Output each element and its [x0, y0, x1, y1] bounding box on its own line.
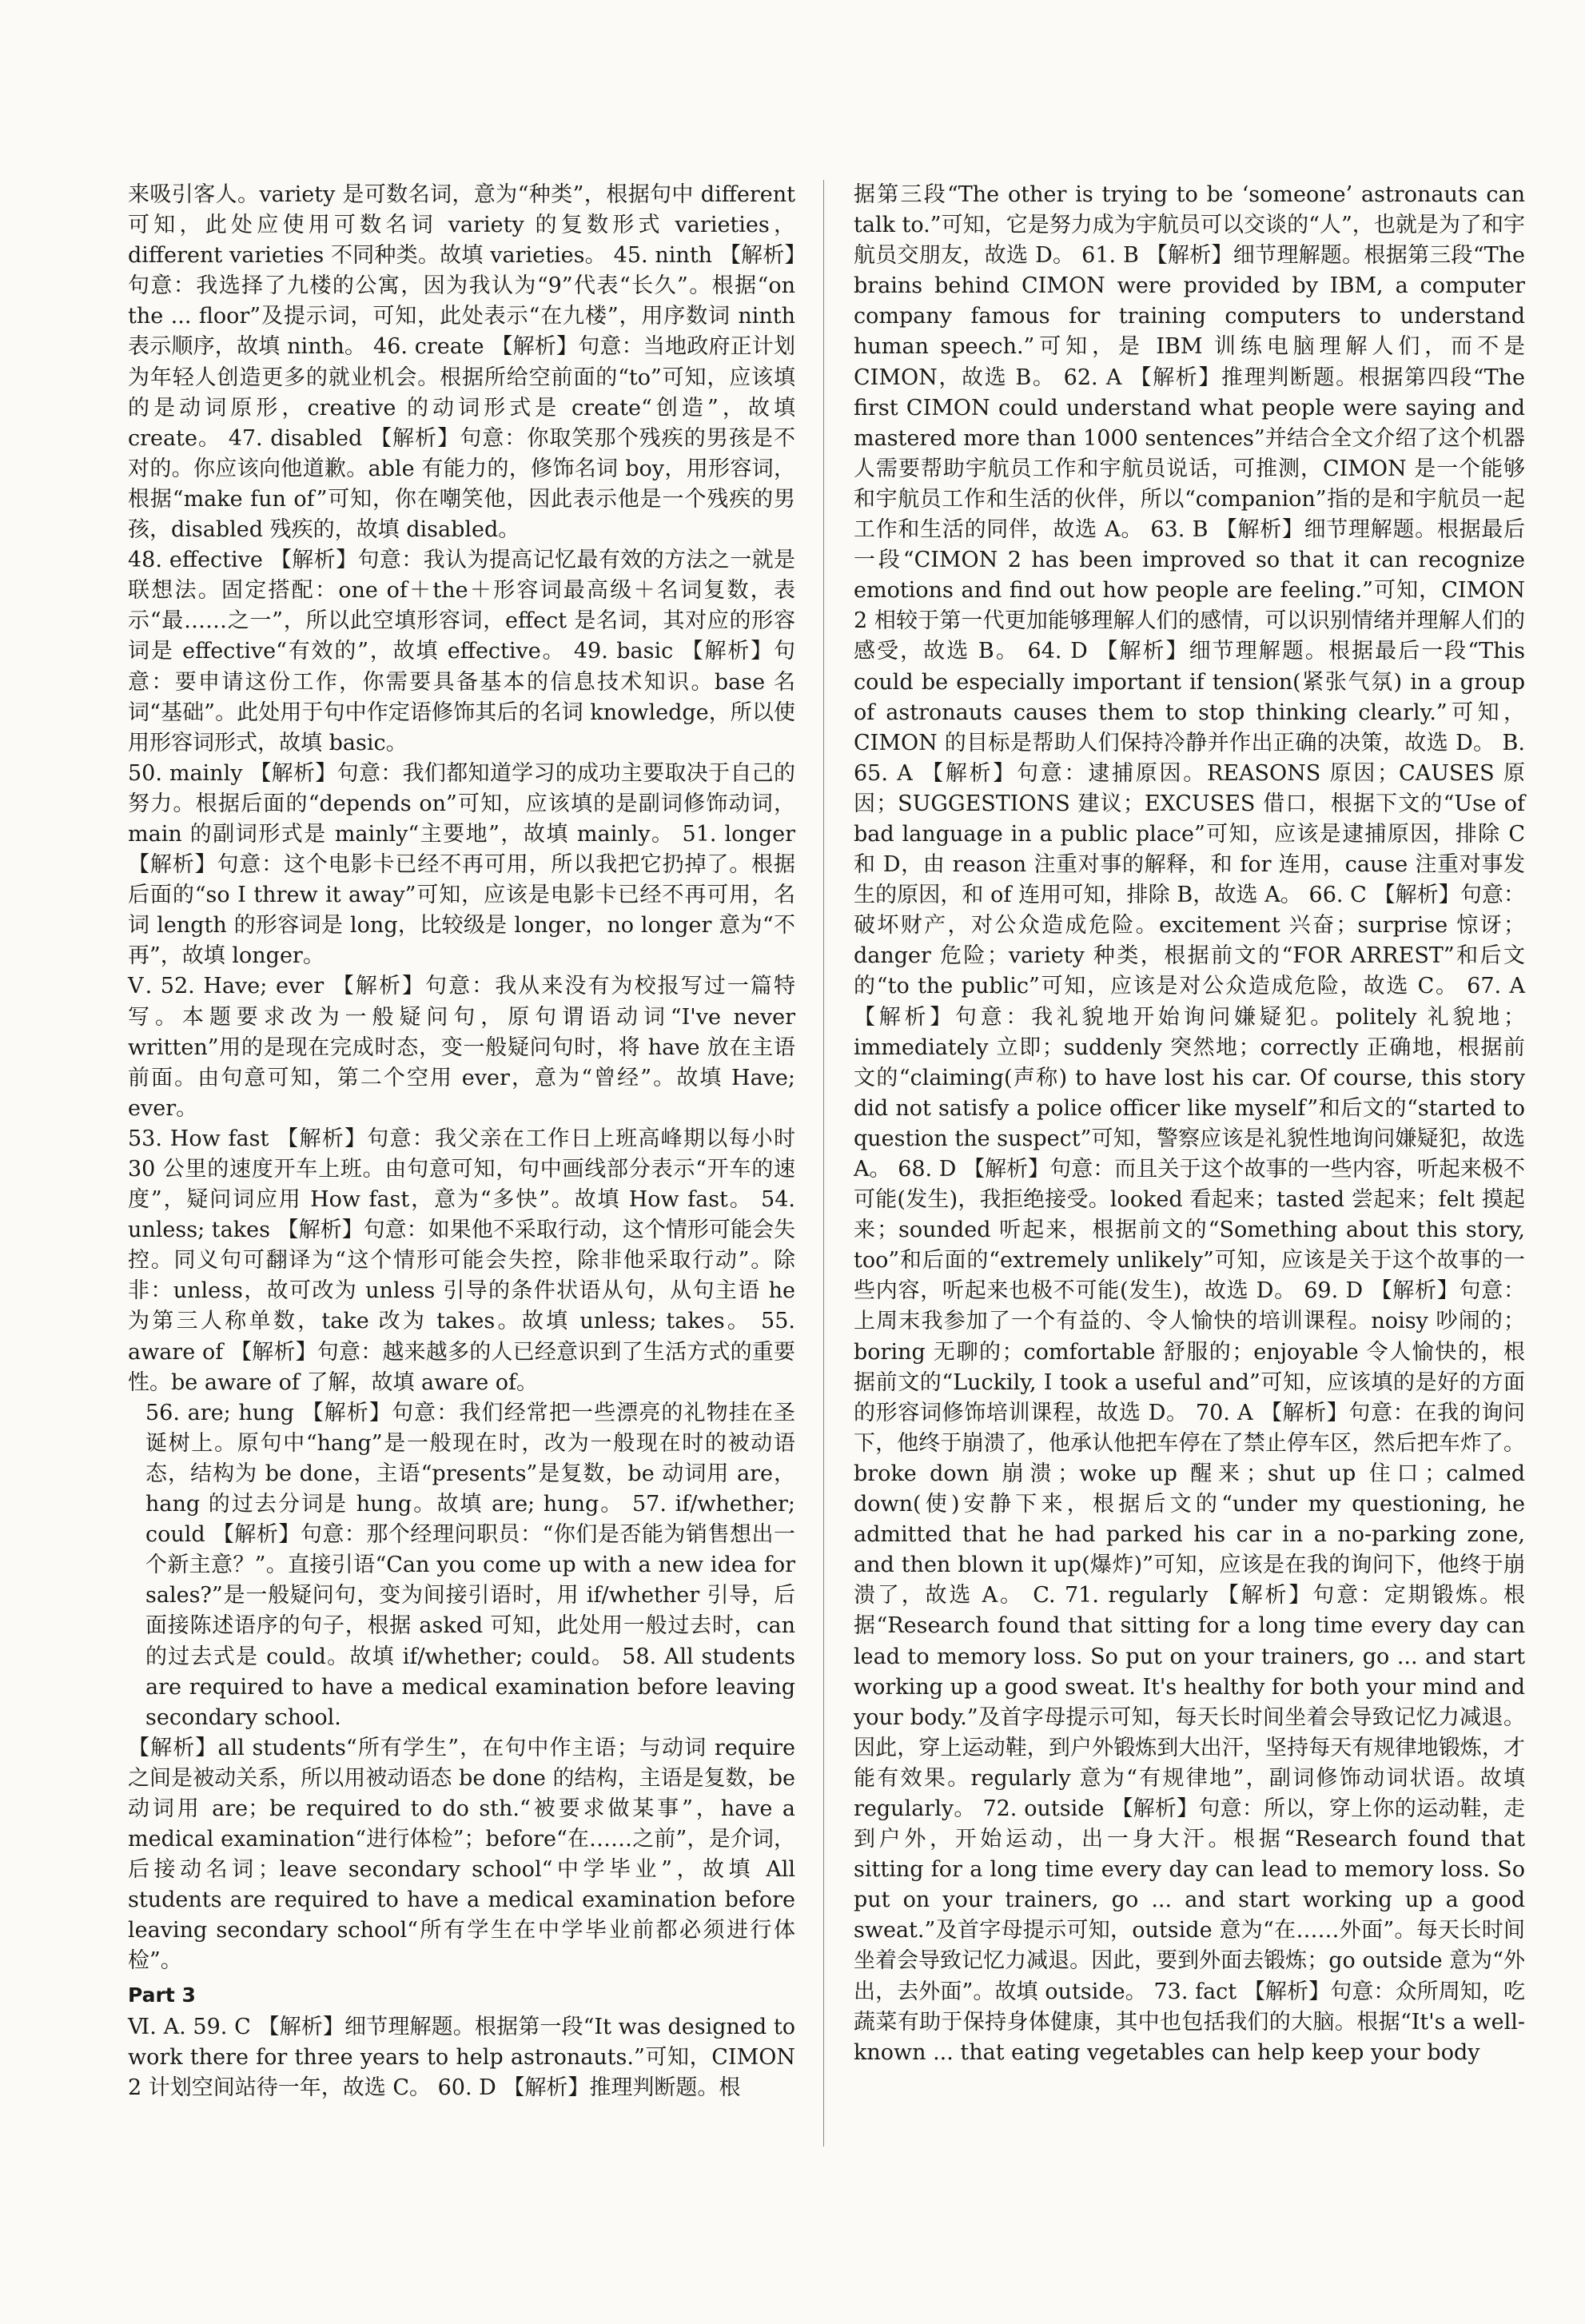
left-paragraph-5: 53. How fast 【解析】句意：我父亲在工作日上班高峰期以每小时 30 公里的速度开车上班。由句意可知，句中画线部分表示“开车的速度”，疑问词应用 How fast，意为“多快”。故填 How fast。 54. unless; takes 【解析】句意：如果他不采取行动，这个情形可能会失控。同义句可翻译为“这个情形可能会失控，除非他采取行动”。除非：unless，故可改为 unless 引导的条件状语从句，从句主语 he 为第三人称单数，take 改为 takes。故填 unless; takes。 55. aware of 【解析】句意：越来越多的人已经意识到了生活方式的重要性。be aware of 了解，故填 aware of。 [128, 1126, 795, 1395]
left-paragraph-2: 48. effective 【解析】句意：我认为提高记忆最有效的方法之一就是联想法。固定搭配：one of＋the＋形容词最高级＋名词复数，表示“最……之一”，所以此空填形容词，effect 是名词，其对应的形容词是 effective“有效的”，故填 effective。 49. basic 【解析】句意：要申请这份工作，你需要具备基本的信息技术知识。base 名词“基础”。此处用于句中作定语修饰其后的名词 knowledge，所以使用形容词形式，故填 basic。 [128, 548, 795, 755]
right-paragraph-1: 据第三段“The other is trying to be ‘someone’ astronauts can talk to.”可知，它是努力成为宇航员可以交谈的“人”，也就是为了和宇航员交朋友，故选 D。 61. B 【解析】细节理解题。根据第三段“The brains behind CIMON were provided by IBM, a computer company famous for training computers to understand human speech.”可知，是 IBM 训练电脑理解人们，而不是 CIMON，故选 B。 62. A 【解析】推理判断题。根据第四段“The first CIMON could understand what people were saying and mastered more than 1000 sentences”并结合全文介绍了这个机器人需要帮助宇航员工作和宇航员说话，可推测，CIMON 是一个能够和宇航员工作和生活的伙伴，所以“companion”指的是和宇航员一起工作和生活的同伴，故选 A。 63. B 【解析】细节理解题。根据最后一段“CIMON 2 has been improved so that it can recognize emotions and find out how people are feeling.”可知，CIMON 2 相较于第一代更加能够理解人们的感情，可以识别情绪并理解人们的感受，故选 B。 64. D 【解析】细节理解题。根据最后一段“This could be especially important if tension(紧张气氛) in a group of astronauts causes them to stop thinking clearly.”可知，CIMON 的目标是帮助人们保持冷静并作出正确的决策，故选 D。 B. 65. A 【解析】句意：逮捕原因。REASONS 原因；CAUSES 原因；SUGGESTIONS 建议；EXCUSES 借口，根据下文的“Use of bad language in a public place”可知，应该是逮捕原因，排除 C 和 D，由 reason 注重对事的解释，和 for 连用，cause 注重对事发生的原因，和 of 连用可知，排除 B，故选 A。 66. C 【解析】句意：破坏财产，对公众造成危险。excitement 兴奋；surprise 惊讶；danger 危险；variety 种类，根据前文的“FOR ARREST”和后文的“to the public”可知，应该是对公众造成危险，故选 C。 67. A 【解析】句意：我礼貌地开始询问嫌疑犯。politely 礼貌地；immediately 立即；suddenly 突然地；correctly 正确地，根据前文的“claiming(声称) to have lost his car. Of course, this story did not satisfy a police officer like myself”和后文的“started to question the suspect”可知，警察应该是礼貌性地询问嫌疑犯，故选 A。 68. D 【解析】句意：而且关于这个故事的一些内容，听起来极不可能(发生)，我拒绝接受。looked 看起来；tasted 尝起来；felt 摸起来；sounded 听起来，根据前文的“Something about this story, too”和后面的“extremely unlikely”可知，应该是关于这个故事的一些内容，听起来也极不可能(发生)，故选 D。 69. D 【解析】句意：上周末我参加了一个有益的、令人愉快的培训课程。noisy 吵闹的；boring 无聊的；comfortable 舒服的；enjoyable 令人愉快的，根据前文的“Luckily, I took a useful and”可知，应该填的是好的方面的形容词修饰培训课程，故选 D。 70. A 【解析】句意：在我的询问下，他终于崩溃了，他承认他把车停在了禁止停车区，然后把车炸了。broke down 崩溃；woke up 醒来；shut up 住口；calmed down(使)安静下来，根据后文的“under my questioning, he admitted that he had parked his car in a no-parking zone, and then blown it up(爆炸)”可知，应该是在我的询问下，他终于崩溃了，故选 A。 C. 71. regularly 【解析】句意：定期锻炼。根据“Research found that sitting for a long time every day can lead to memory loss. So put on your trainers, go ... and start working up a good sweat. It's healthy for both your mind and your body.”及首字母提示可知，每天长时间坐着会导致记忆力减退。因此，穿上运动鞋，到户外锻炼到大出汗，坚持每天有规律地锻炼，才能有效果。regularly 意为“有规律地”，副词修饰动词状语。故填 regularly。 72. outside 【解析】句意：所以，穿上你的运动鞋，走到户外，开始运动，出一身大汗。根据“Research found that sitting for a long time every day can lead to memory loss. So put on your trainers, go ... and start working up a good sweat.”及首字母提示可知，outside 意为“在……外面”。每天长时间坐着会导致记忆力减退。因此，要到外面去锻炼；go outside 意为“外出，去外面”。故填 outside。 73. fact 【解析】句意：众所周知，吃蔬菜有助于保持身体健康，其中也包括我们的大脑。根据“It's a well-known ... that eating vegetables can help keep your body [854, 182, 1525, 2065]
part-3-heading: Part 3 [128, 1983, 196, 2007]
column-divider [823, 180, 824, 2147]
left-paragraph-3: 50. mainly 【解析】句意：我们都知道学习的成功主要取决于自己的努力。根据后面的“depends on”可知，应该填的是副词修饰动词，main 的副词形式是 mainly“主要地”，故填 mainly。 51. longer 【解析】句意：这个电影卡已经不再可用，所以我把它扔掉了。根据后面的“so I threw it away”可知，应该是电影卡已经不再可用，名词 length 的形容词是 long，比较级是 longer，no longer 意为“不再”，故填 longer。 [128, 760, 795, 969]
left-paragraph-1: 来吸引客人。variety 是可数名词，意为“种类”，根据句中 different 可知，此处应使用可数名词 variety 的复数形式 varieties，different varieties 不同种类。故填 varieties。 45. ninth 【解析】句意：我选择了九楼的公寓，因为我认为“9”代表“长久”。根据“on the ... floor”及提示词，可知，此处表示“在九楼”，用序数词 ninth 表示顺序，故填 ninth。 46. create 【解析】句意：当地政府正计划为年轻人创造更多的就业机会。根据所给空前面的“to”可知，应该填的是动词原形，creative 的动词形式是 create“创造”，故填 create。 47. disabled 【解析】句意：你取笑那个残疾的男孩是不对的。你应该向他道歉。able 有能力的，修饰名词 boy，用形容词，根据“make fun of”可知，你在嘲笑他，因此表示他是一个残疾的男孩，disabled 残疾的，故填 disabled。 [128, 182, 795, 543]
part3-paragraph: Ⅵ. A. 59. C 【解析】细节理解题。根据第一段“It was designed to work there for three years to help astronauts.”可知，CIMON 2 计划空间站待一年，故选 C。 60. D 【解析】推理判断题。根 [128, 2014, 795, 2100]
left-column [128, 180, 795, 2103]
left-paragraph-6: 56. are; hung 【解析】句意：我们经常把一些漂亮的礼物挂在圣诞树上。原句中“hang”是一般现在时，改为一般现在时的被动语态，结构为 be done，主语“presents”是复数，be 动词用 are，hang 的过去分词是 hung。故填 are; hung。 57. if/whether; could 【解析】句意：那个经理问职员：“你们是否能为销售想出一个新主意？”。直接引语“Can you come up with a new idea for sales?”是一般疑问句，变为间接引语时，用 if/whether 引导，后面接陈述语序的句子，根据 asked 可知，此处用一般过去时，can 的过去式是 could。故填 if/whether; could。 58. All students are required to have a medical examination before leaving secondary school. [145, 1400, 795, 1730]
left-paragraph-4: Ⅴ. 52. Have; ever 【解析】句意：我从来没有为校报写过一篇特写。本题要求改为一般疑问句，原句谓语动词“I've never written”用的是现在完成时态，变一般疑问句时，将 have 放在主语前面。由句意可知，第二个空用 ever，意为“曾经”。故填 Have; ever。 [128, 974, 795, 1121]
left-paragraph-7: 【解析】all students“所有学生”，在句中作主语；与动词 require 之间是被动关系，所以用被动语态 be done 的结构，主语是复数，be 动词用 are；be required to do sth.“被要求做某事”，have a medical examination“进行体检”；before“在……之前”，是介词，后接动名词；leave secondary school“中学毕业”，故填 All students are required to have a medical examination before leaving secondary school“所有学生在中学毕业前都必须进行体检”。 [128, 1735, 795, 1974]
right-column [854, 180, 1525, 2068]
